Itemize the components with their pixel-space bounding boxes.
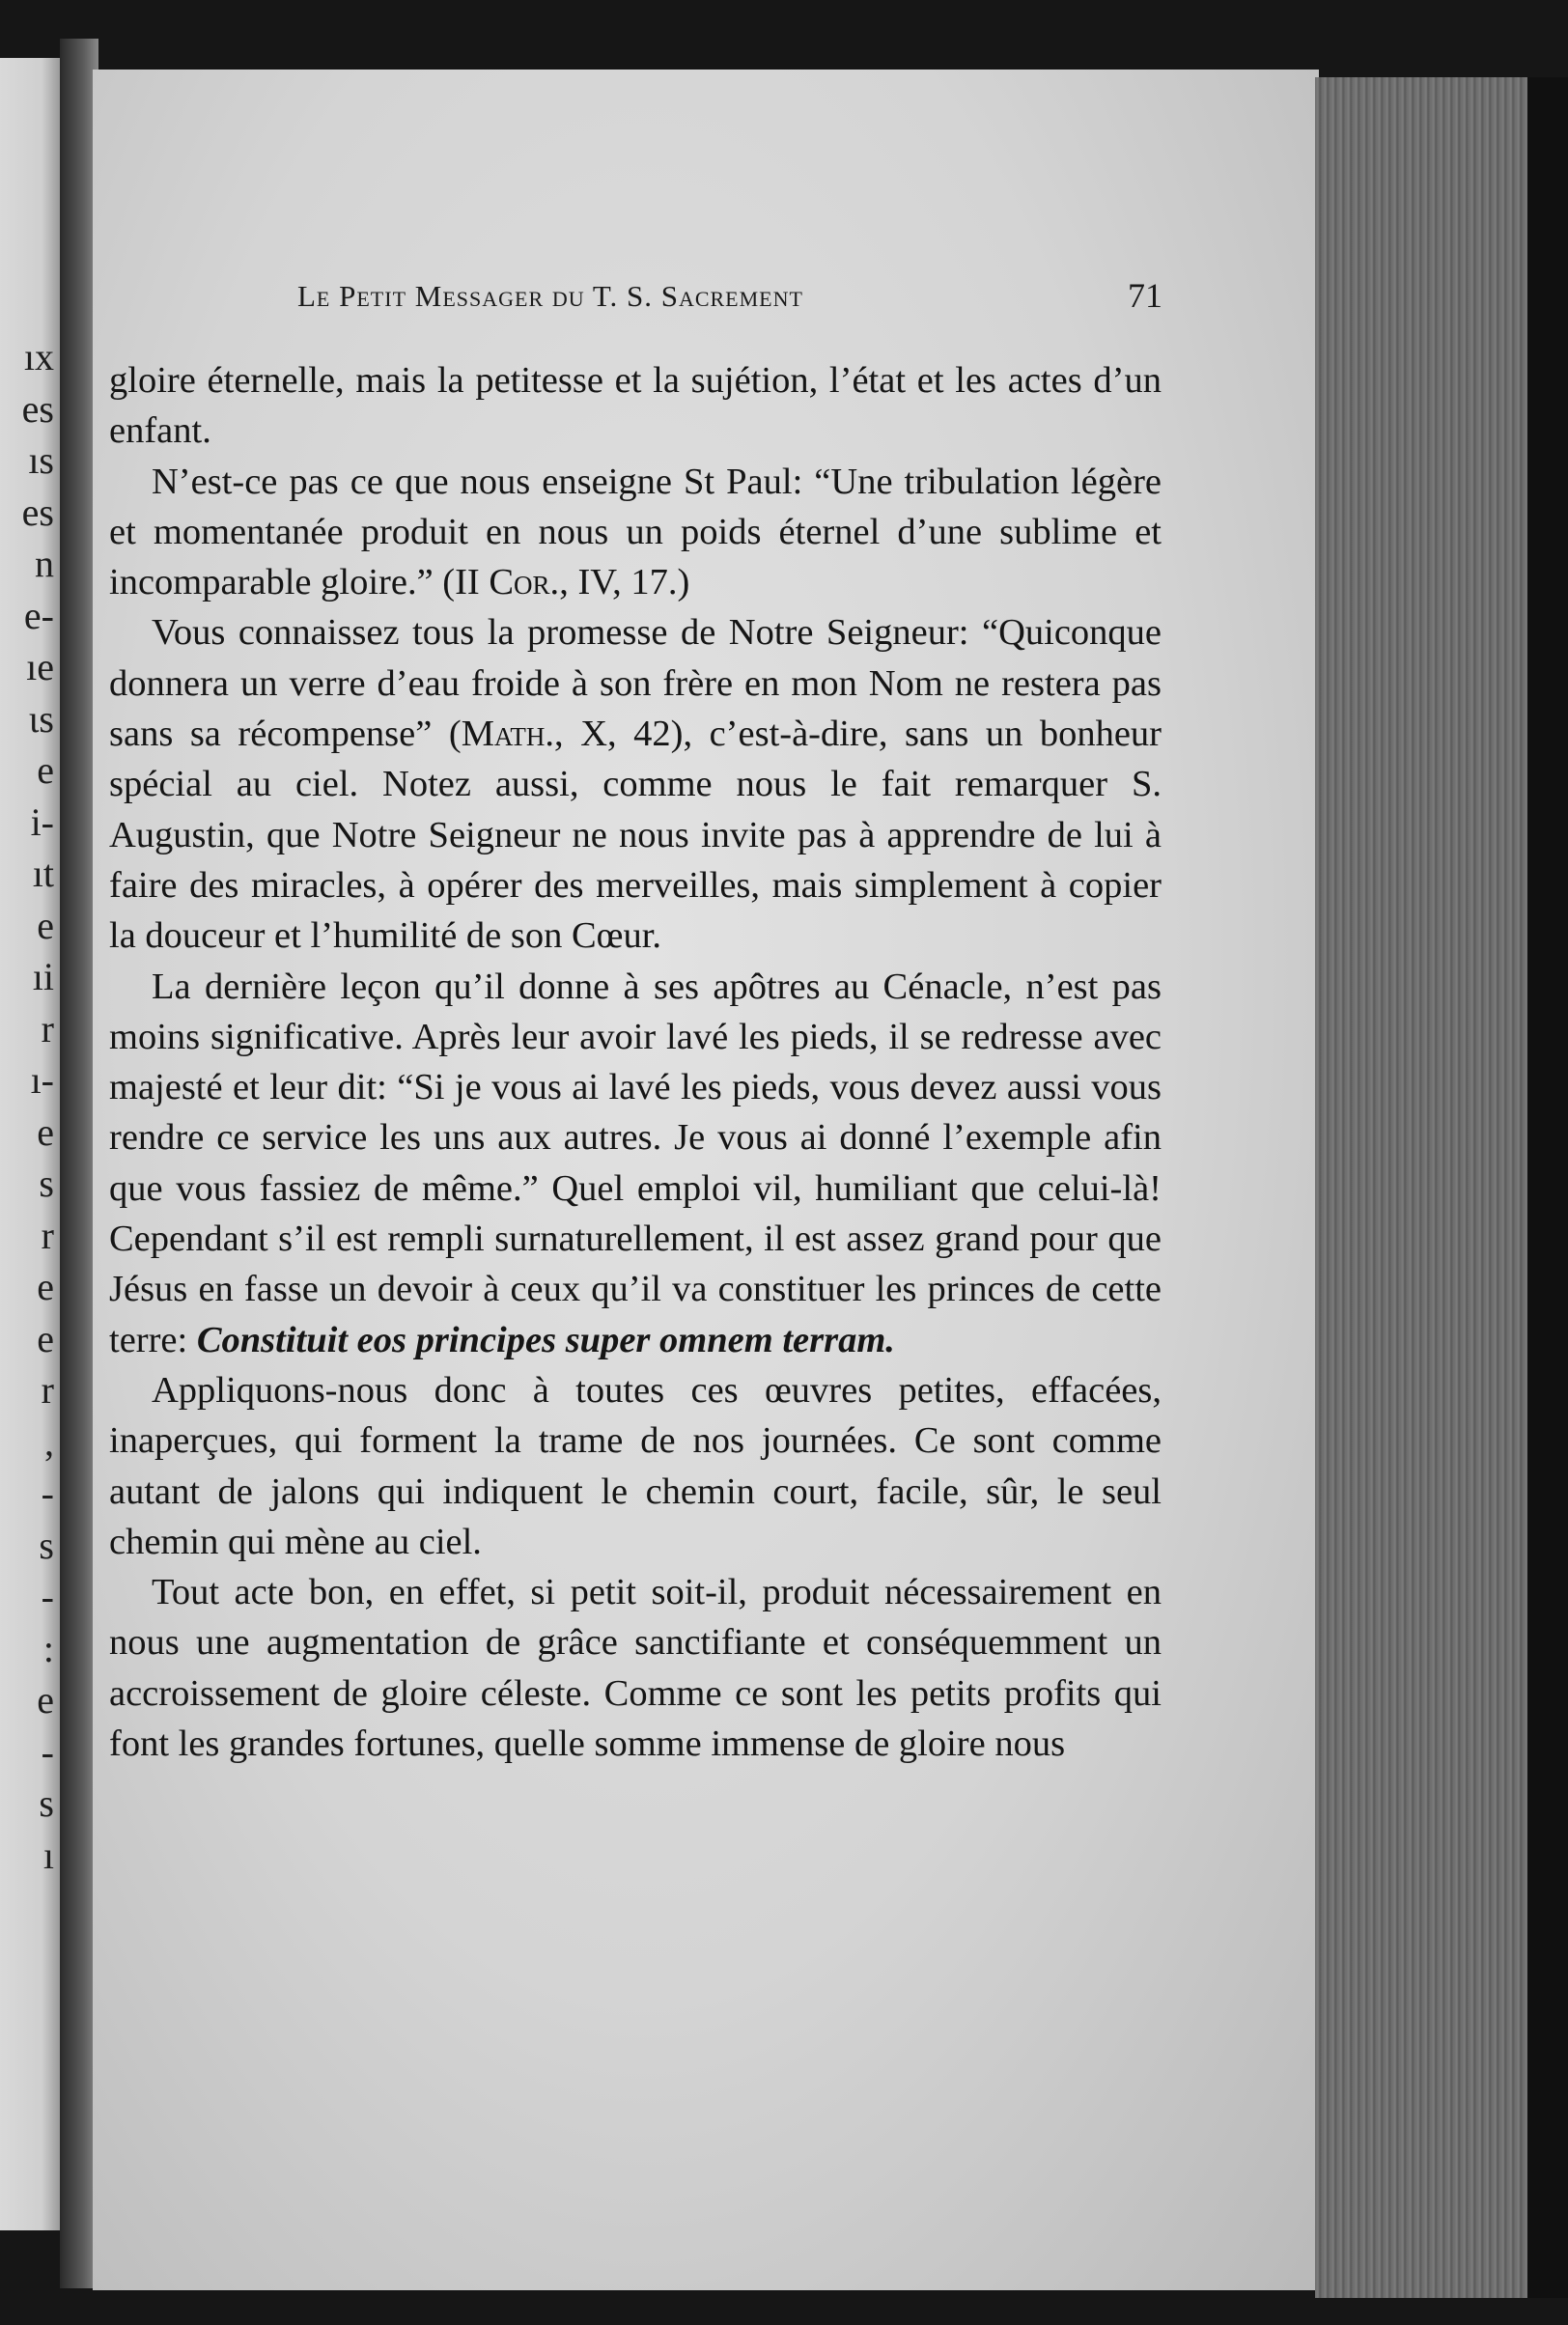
left-page-fragment: ıx bbox=[23, 338, 54, 377]
left-page-fragment: es bbox=[21, 492, 54, 532]
running-title: Le Petit Messager du T. S. Sacrement bbox=[297, 279, 803, 313]
left-page-fragment: ıs bbox=[28, 441, 54, 480]
paragraph-3-text: Vous connaissez tous la promesse de Notre Seigneur: “Quiconque donnera un verre d’eau froide à son frère en mon Nom ne restera pas sans sa récompense” ( bbox=[109, 612, 1162, 755]
paragraph-3-end: , X, 42), c’est-à-dire, sans un bonheur spécial au ciel. Notez aussi, comme nous le fait remarquer S. Augustin, que Notre Seigneur ne nous invite pas à apprendre de lui à faire des miracles, à opérer des merveilles, mais simplement à copier la douceur et l’humilité de son Cœur. bbox=[109, 714, 1162, 957]
left-page-fragment: e bbox=[37, 751, 54, 790]
left-page-fragment: es bbox=[21, 389, 54, 429]
left-page-fragment: ıe bbox=[26, 648, 54, 686]
left-page-fragment: r bbox=[41, 1216, 54, 1255]
left-page-fragment: ιs bbox=[28, 699, 54, 739]
left-page-fragment: - bbox=[41, 1578, 54, 1616]
left-page-fragment: s bbox=[39, 1784, 54, 1823]
left-page-fragment: e bbox=[37, 1112, 54, 1152]
left-page-fragment: r bbox=[41, 1009, 54, 1049]
page-number: 71 bbox=[1128, 276, 1162, 315]
left-page-fragment: ıt bbox=[32, 854, 54, 893]
paragraph-2 bbox=[109, 457, 1162, 608]
left-page-fragment: ı- bbox=[30, 1061, 54, 1100]
left-page-fragment: e- bbox=[23, 596, 54, 635]
left-page-fragment: r bbox=[41, 1371, 54, 1410]
left-page-fragment: s bbox=[39, 1164, 54, 1203]
latin-quote: Constituit eos principes super omnem terram. bbox=[196, 1319, 895, 1360]
paragraph-4-text: La dernière leçon qu’il donne à ses apôtres au Cénacle, n’est pas moins significative. Après leur avoir lavé les pieds, il se redresse avec majesté et leur dit: “Si je vous ai lavé les pieds, vous devez aussi vous rendre ce service les uns aux autres. Je vous ai donné l’exemple afin que vous fassiez de même.” Quel emploi vil, humiliant que celui-là! Cependant s’il est rempli surnaturellement, il est assez grand pour que Jésus en fasse un devoir à ceux qu’il va constituer les princes de cette terre: bbox=[109, 966, 1162, 1360]
background-edge bbox=[1527, 77, 1568, 2298]
left-page-fragment: e bbox=[37, 1319, 54, 1359]
left-page-fragment: : bbox=[42, 1629, 54, 1668]
paragraph-3-reference: Math. bbox=[461, 714, 555, 755]
left-page-fragment: , bbox=[44, 1422, 54, 1462]
page-header bbox=[203, 275, 1168, 323]
paragraph-2-end: , IV, 17.) bbox=[559, 562, 690, 603]
left-page-fragment: i- bbox=[30, 802, 54, 842]
left-page-fragment: ıi bbox=[32, 958, 54, 996]
left-page-fragment: e bbox=[37, 1681, 54, 1720]
paragraph-2-text: N’est-ce pas ce que nous enseigne St Paul: “Une tribulation légère et momentanée produit en nous un poids éternel d’une sublime et incomparable gloire.” (II bbox=[109, 461, 1162, 603]
paragraph-4 bbox=[109, 962, 1162, 1365]
paragraph-5-text: Appliquons-nous donc à toutes ces œuvres petites, effacées, inaperçues, qui forment la trame de nos journées. Ce sont comme autant de jalons qui indiquent le chemin court, facile, sûr, le seul chemin qui mène au ciel. bbox=[109, 1369, 1162, 1562]
left-page-fragment: e bbox=[37, 1268, 54, 1306]
paragraph-2-reference: Cor. bbox=[489, 562, 560, 603]
paragraph-3 bbox=[109, 607, 1162, 961]
left-page-fragment: e bbox=[37, 906, 54, 945]
page-edges bbox=[1315, 77, 1527, 2298]
paragraph-6 bbox=[109, 1567, 1162, 1769]
paragraph-1 bbox=[109, 355, 1162, 457]
left-page-fragment: ı bbox=[42, 1835, 54, 1875]
left-page-fragment: - bbox=[41, 1732, 54, 1772]
paragraph-6-text: Tout acte bon, en effet, si petit soit-il, produit nécessairement en nous une augmentation de grâce sanctifiante et conséquemment un accroissement de gloire céleste. Comme ce sont les petits profits qui font les grandes fortunes, quelle somme immense de gloire nous bbox=[109, 1572, 1162, 1765]
left-page-fragment: s bbox=[39, 1526, 54, 1565]
left-page-fragment: n bbox=[35, 545, 54, 583]
body-text bbox=[109, 355, 1162, 1769]
paragraph-5 bbox=[109, 1365, 1162, 1567]
left-page-fragment: - bbox=[41, 1474, 54, 1513]
paragraph-1-text: gloire éternelle, mais la petitesse et la sujétion, l’état et les actes d’un enfant. bbox=[109, 360, 1162, 452]
left-facing-page bbox=[0, 58, 60, 2230]
